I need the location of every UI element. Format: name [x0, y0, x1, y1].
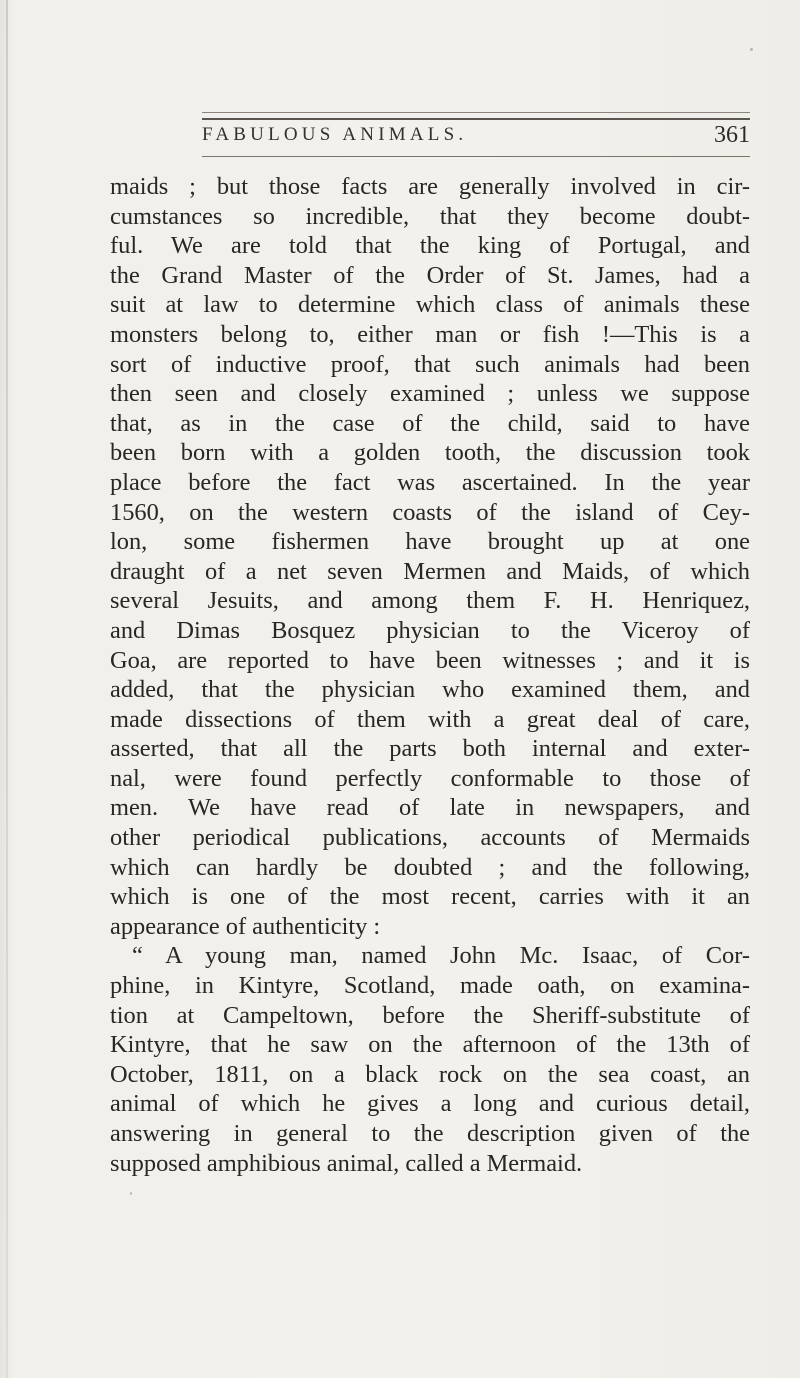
text-line: October, 1811, on a black rock on the sea coast, an	[110, 1060, 750, 1088]
text-line: monsters belong to, either man or fish !—This is a	[110, 320, 750, 348]
text-line: the Grand Master of the Order of St. James, had a	[110, 261, 750, 289]
text-line: sort of inductive proof, that such animals had been	[110, 350, 750, 378]
text-line: answering in general to the description given of the	[110, 1120, 750, 1147]
text-line: phine, in Kintyre, Scotland, made oath, on examina-	[110, 972, 750, 1000]
text-line: 1560, on the western coasts of the island of Cey-	[110, 498, 750, 526]
text-line: asserted, that all the parts both internal and exter-	[110, 735, 750, 763]
text-line: place before the fact was ascertained. In the year	[110, 468, 750, 496]
text-line: other periodical publications, accounts of Mermaids	[110, 824, 750, 852]
text-line: tion at Campeltown, before the Sheriff-substitute of	[110, 1001, 750, 1029]
text-line: made dissections of them with a great deal of care,	[110, 705, 750, 733]
text-line: lon, some fishermen have brought up at one	[110, 528, 750, 556]
text-line: ful. We are told that the king of Portugal, and	[110, 232, 750, 260]
text-line: maids ; but those facts are generally involved in cir-	[110, 173, 750, 200]
text-line: “ A young man, named John Mc. Isaac, of Cor-	[132, 942, 750, 970]
text-line: which is one of the most recent, carries with it an	[110, 883, 750, 911]
text-line: appearance of authenticity :	[110, 912, 381, 940]
page-gutter-edge	[6, 0, 8, 1378]
text-line: men. We have read of late in newspapers, and	[110, 794, 750, 822]
text-line: supposed amphibious animal, called a Mermaid.	[110, 1149, 583, 1177]
text-line: Goa, are reported to have been witnesses ; and it is	[110, 646, 750, 674]
page-header	[202, 112, 750, 166]
text-line: been born with a golden tooth, the discussion took	[110, 439, 750, 467]
text-line: suit at law to determine which class of animals these	[110, 291, 750, 319]
body-text	[110, 172, 750, 1178]
paper-speck	[750, 48, 753, 51]
running-title: FABULOUS ANIMALS.	[202, 124, 468, 145]
text-line: then seen and closely examined ; unless we suppose	[110, 380, 750, 408]
header-rule-thin	[202, 112, 750, 113]
text-line: Kintyre, that he saw on the afternoon of the 13th of	[110, 1031, 750, 1059]
header-rule-top	[202, 118, 750, 120]
text-line: cumstances so incredible, that they become doubt-	[110, 202, 750, 230]
text-line: added, that the physician who examined them, and	[110, 676, 750, 704]
text-line: that, as in the case of the child, said to have	[110, 409, 750, 437]
text-line: nal, were found perfectly conformable to those of	[110, 764, 750, 792]
text-line: several Jesuits, and among them F. H. Henriquez,	[110, 587, 750, 615]
text-line: draught of a net seven Mermen and Maids, of which	[110, 557, 750, 585]
running-head	[202, 122, 750, 154]
text-line: animal of which he gives a long and curious detail,	[110, 1090, 750, 1118]
paper-speck	[130, 1192, 132, 1195]
text-line: which can hardly be doubted ; and the following,	[110, 853, 750, 881]
text-line: and Dimas Bosquez physician to the Viceroy of	[110, 616, 750, 644]
header-rule-bottom	[202, 156, 750, 157]
page-number: 361	[714, 122, 750, 148]
